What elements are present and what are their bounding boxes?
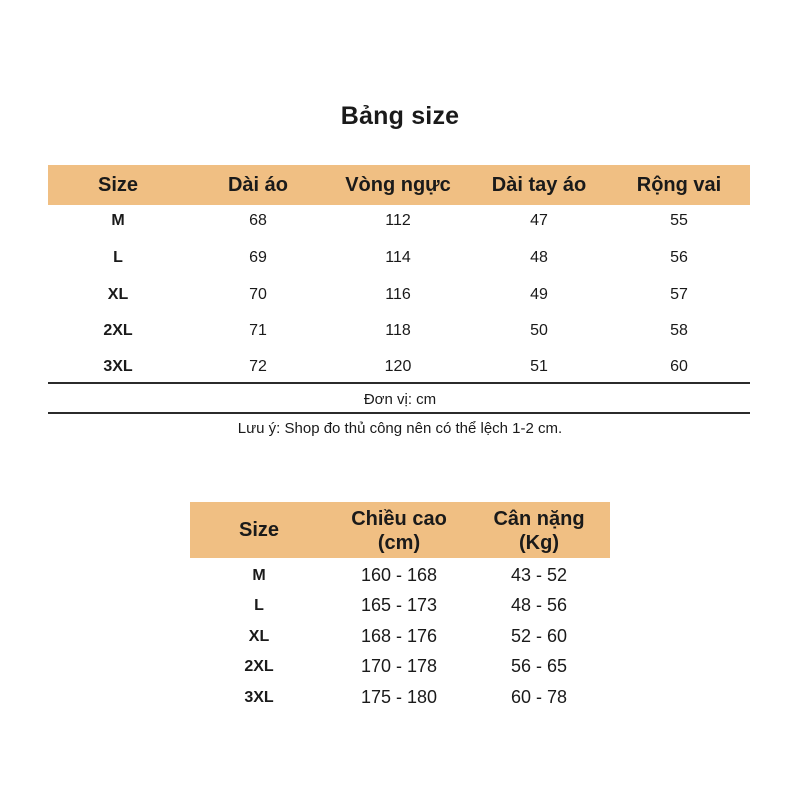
cell-chest: 118 [385, 322, 411, 339]
table-row [0, 651, 800, 681]
header-shoulder: Rộng vai [636, 174, 722, 196]
table-row [0, 590, 800, 620]
cell-length: 69 [249, 249, 267, 266]
cell-sleeve: 50 [530, 322, 548, 339]
header-length: Dài áo [227, 174, 289, 196]
cell-weight: 60 - 78 [510, 687, 568, 707]
cell-chest: 116 [385, 286, 411, 303]
cell-length: 71 [249, 322, 267, 339]
header-sleeve: Dài tay áo [491, 174, 587, 196]
cell-shoulder: 58 [670, 322, 688, 339]
cell-sleeve: 51 [530, 358, 548, 375]
cell-height: 170 - 178 [360, 656, 438, 676]
cell-size: 3XL [244, 689, 274, 706]
cell-shoulder: 60 [670, 358, 688, 375]
table-row [0, 682, 800, 712]
header-chest: Vòng ngực [345, 174, 451, 196]
cell-height: 175 - 180 [360, 687, 438, 707]
cell-weight: 56 - 65 [510, 656, 568, 676]
cell-sleeve: 49 [530, 286, 548, 303]
cell-size: XL [248, 628, 270, 645]
cell-size: XL [107, 286, 129, 303]
header-height: Chiều cao (cm) [351, 508, 447, 554]
cell-sleeve: 48 [530, 249, 548, 266]
cell-size: L [254, 597, 264, 614]
table-row [0, 241, 800, 277]
table-row [0, 278, 800, 314]
table-row [0, 560, 800, 590]
cell-shoulder: 55 [670, 212, 688, 229]
header-size: Size [97, 174, 139, 196]
table-row [0, 350, 800, 386]
cell-weight: 52 - 60 [510, 626, 568, 646]
table-rule-bottom [48, 412, 750, 414]
cell-chest: 120 [384, 358, 412, 375]
cell-length: 72 [249, 358, 267, 375]
cell-weight: 43 - 52 [510, 565, 568, 585]
cell-height: 168 - 176 [360, 626, 438, 646]
cell-size: 3XL [103, 358, 133, 375]
header-weight: Cân nặng (Kg) [493, 508, 585, 554]
measurement-note: Lưu ý: Shop đo thủ công nên có thể lệch 1-2 cm. [237, 420, 563, 437]
cell-size: M [111, 212, 125, 229]
table-row [0, 204, 800, 240]
cell-sleeve: 47 [530, 212, 548, 229]
size-table-header [48, 165, 750, 205]
page-title: Bảng size [340, 102, 460, 130]
fit-table-header [190, 502, 610, 558]
cell-shoulder: 57 [670, 286, 688, 303]
unit-label: Đơn vị: cm [363, 391, 437, 408]
cell-size: 2XL [103, 322, 133, 339]
table-row [0, 621, 800, 651]
cell-size: 2XL [244, 658, 274, 675]
cell-size: M [252, 567, 266, 584]
cell-weight: 48 - 56 [510, 595, 568, 615]
header-size: Size [238, 519, 280, 541]
cell-length: 68 [249, 212, 267, 229]
cell-size: L [113, 249, 123, 266]
cell-length: 70 [249, 286, 267, 303]
table-rule-top [48, 382, 750, 384]
cell-shoulder: 56 [670, 249, 688, 266]
cell-height: 160 - 168 [360, 565, 438, 585]
cell-height: 165 - 173 [360, 595, 438, 615]
cell-chest: 114 [385, 249, 411, 266]
table-row [0, 314, 800, 350]
cell-chest: 112 [385, 212, 411, 229]
